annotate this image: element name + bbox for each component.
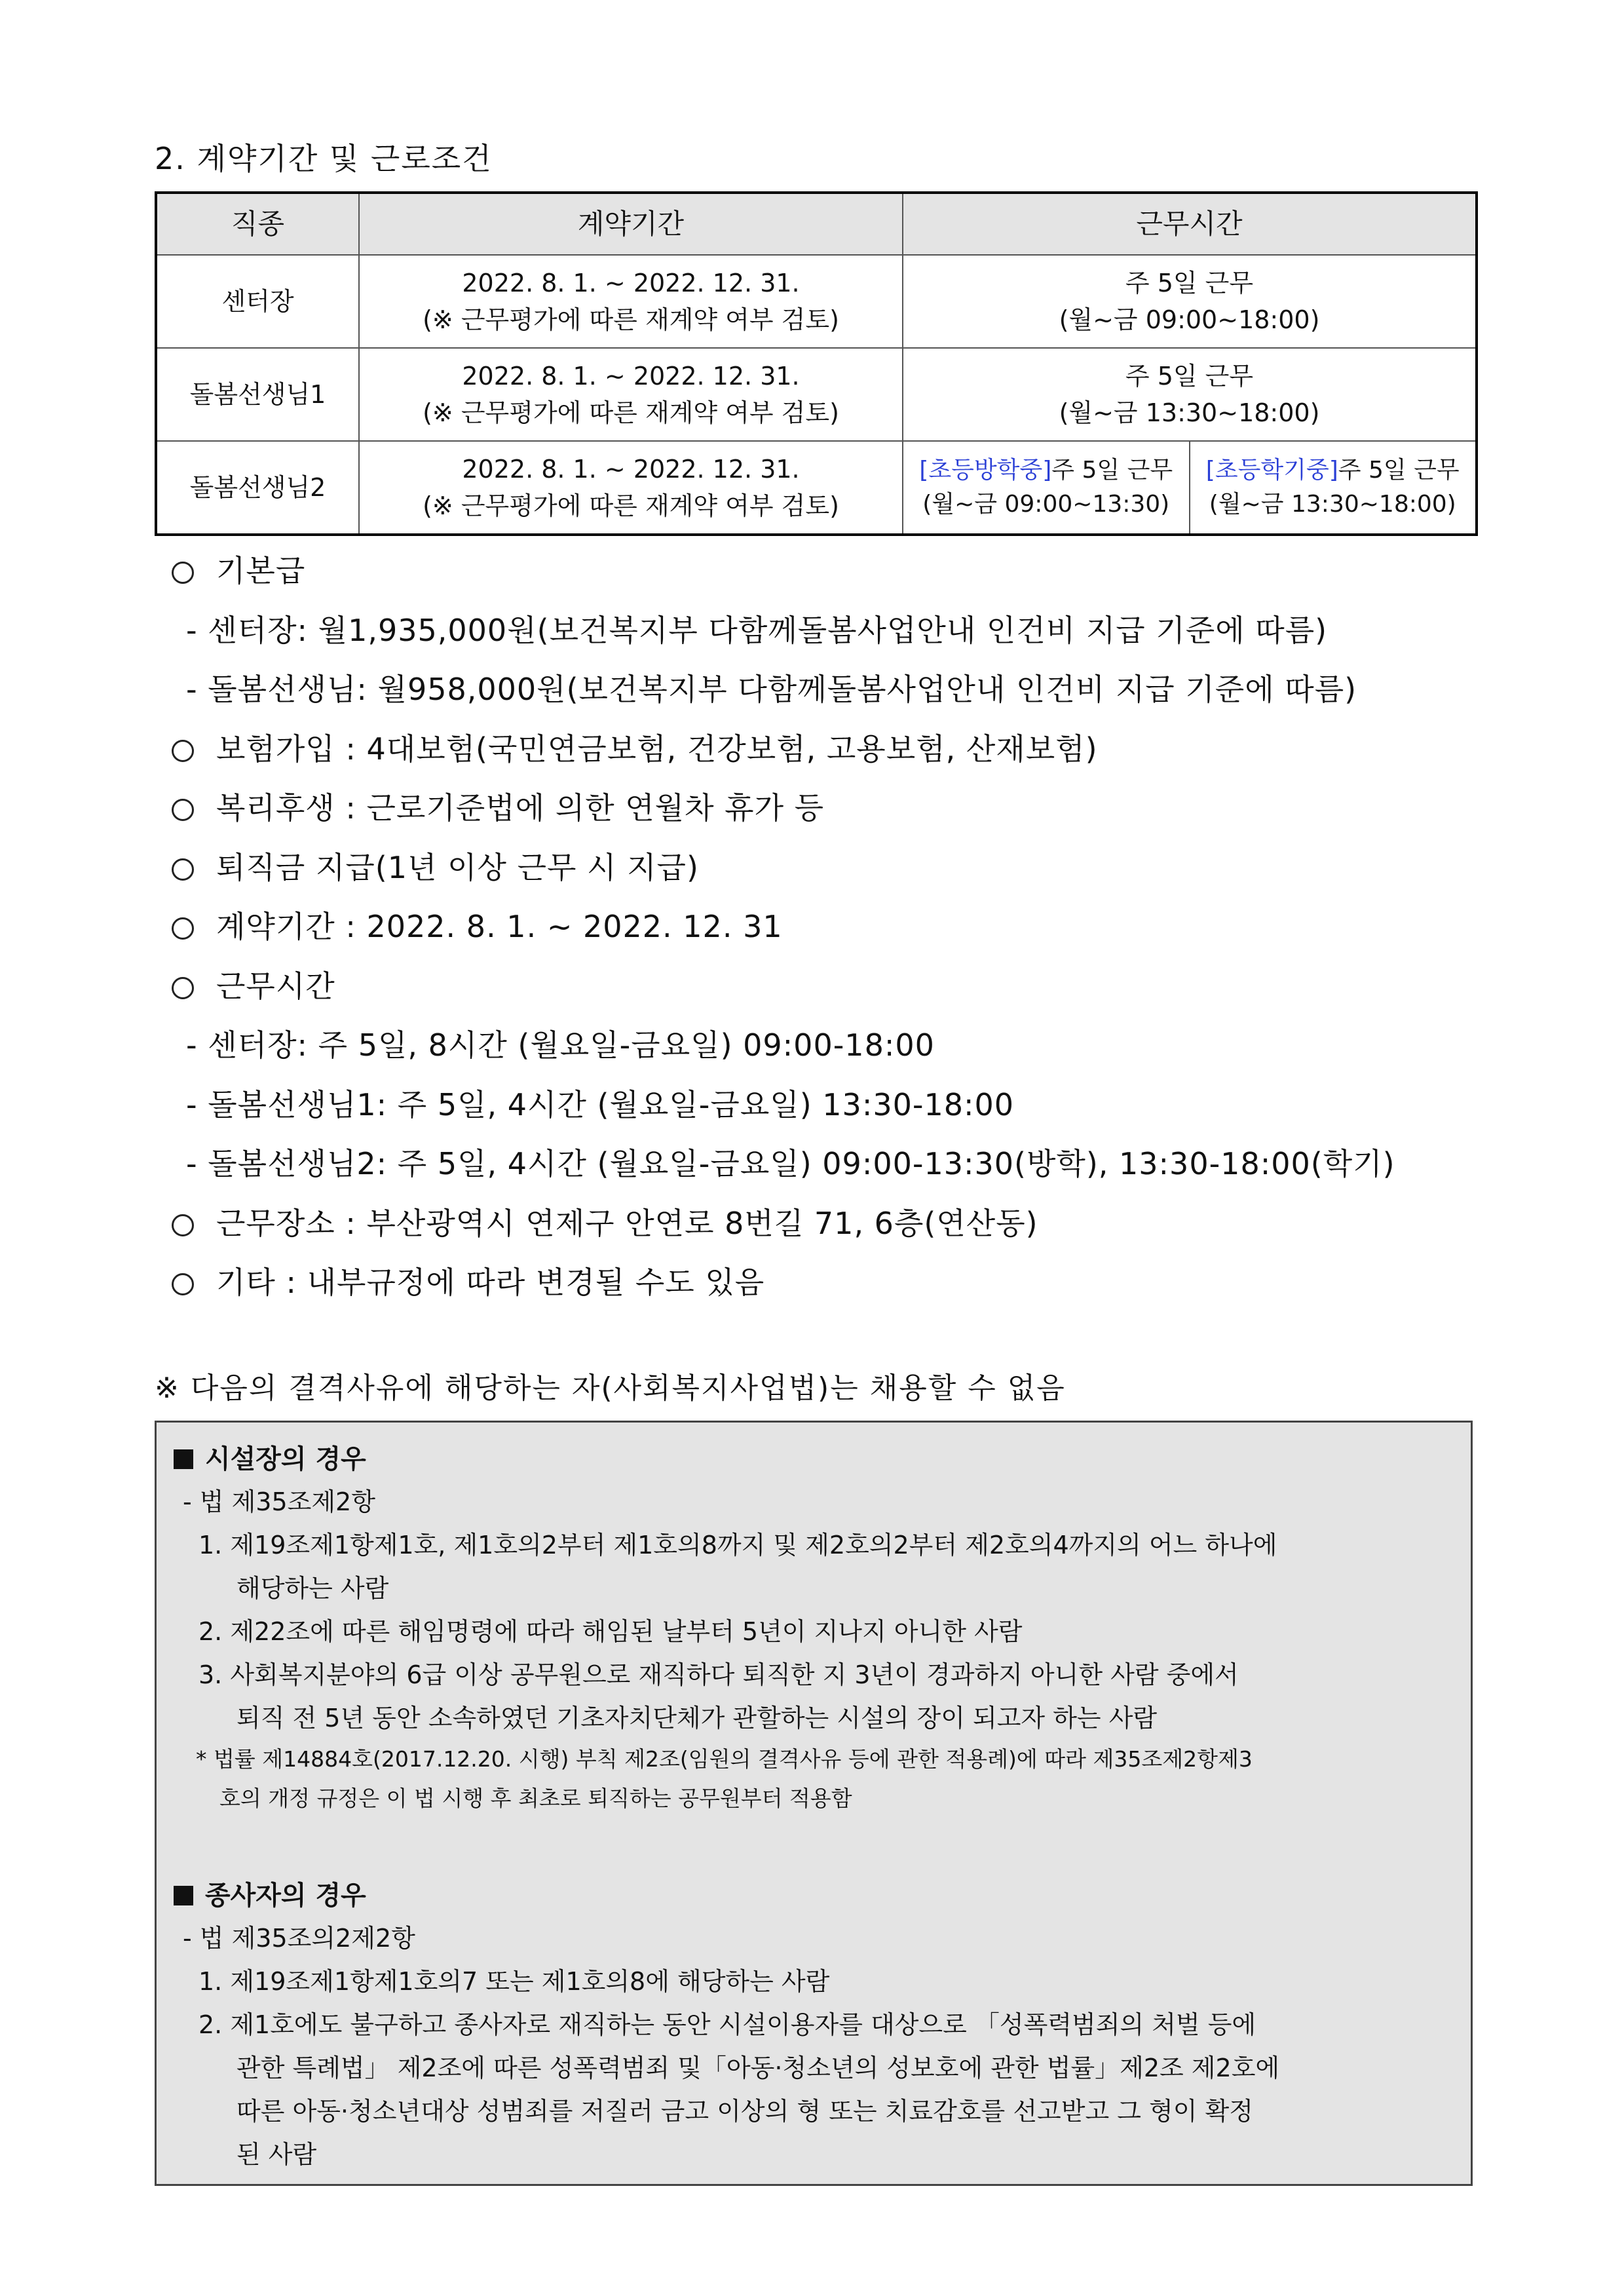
condition-item: [172, 778, 1395, 838]
condition-text: 근무장소 : 부산광역시 연제구 안연로 8번길 71, 6층(연산동): [216, 1205, 1038, 1241]
table-header-row: [156, 193, 1477, 255]
semester-tag: [초등학기중]: [1205, 457, 1338, 484]
period-note: (※ 근무평가에 따른 재계약 여부 검토): [423, 398, 839, 427]
header-job: 직종: [156, 193, 359, 255]
hours-range: (월~금 13:30~18:00): [1059, 398, 1320, 427]
disqualification-box: [155, 1421, 1473, 2186]
condition-item: [172, 1194, 1395, 1253]
table-row: [156, 348, 1477, 441]
conditions-list: [172, 541, 1395, 1312]
circle-bullet-icon: [172, 562, 194, 584]
vacation-line: 주 5일 근무: [1051, 457, 1173, 484]
condition-item: [172, 719, 1395, 779]
period-cell: [359, 441, 903, 535]
period-cell: [359, 348, 903, 441]
condition-detail: [172, 1016, 1395, 1075]
facility-item3: 3. 사회복지분야의 6급 이상 공무원으로 재직하다 퇴직한 지 3년이 경과하지 아니한 사람 중에서: [198, 1660, 1239, 1689]
condition-text: - 돌봄선생님: 월958,000원(보건복지부 다함께돌봄사업안내 인건비 지급 기준에 따름): [186, 672, 1357, 707]
condition-text: - 센터장: 월1,935,000원(보건복지부 다함께돌봄사업안내 인건비 지급 기준에 따름): [186, 612, 1328, 648]
facility-item3-cont: 퇴직 전 5년 동안 소속하였던 기초자치단체가 관할하는 시설의 장이 되고자 하는 사람: [236, 1704, 1158, 1732]
hours-cell: [903, 255, 1477, 348]
circle-bullet-icon: [172, 917, 194, 940]
hours-range: (월~금 09:00~18:00): [1059, 305, 1320, 334]
hours-line: 주 5일 근무: [1125, 362, 1254, 391]
condition-item: [172, 838, 1395, 898]
staff-title: 종사자의 경우: [205, 1881, 366, 1911]
facility-item2: 2. 제22조에 따른 해임명령에 따라 해임된 날부터 5년이 지나지 아니한 사람: [198, 1617, 1023, 1646]
period-cell: [359, 255, 903, 348]
circle-bullet-icon: [172, 1273, 194, 1295]
hours-line: 주 5일 근무: [1125, 269, 1254, 297]
period-line: 2022. 8. 1. ~ 2022. 12. 31.: [462, 269, 800, 297]
staff-item1: 1. 제19조제1항제1호의7 또는 제1호의8에 해당하는 사람: [198, 1967, 830, 1996]
header-hours: 근무시간: [903, 193, 1477, 255]
condition-text: 근무시간: [216, 968, 335, 1004]
period-line: 2022. 8. 1. ~ 2022. 12. 31.: [462, 455, 800, 484]
staff-item2: 2. 제1호에도 불구하고 종사자로 재직하는 동안 시설이용자를 대상으로 「성폭력범죄의 처벌 등에: [198, 2010, 1256, 2039]
period-note: (※ 근무평가에 따른 재계약 여부 검토): [423, 305, 839, 334]
facility-footnote: * 법률 제14884호(2017.12.20. 시행) 부칙 제2조(임원의 결격사유 등에 관한 적용례)에 따라 제35조제2항제3: [196, 1746, 1253, 1772]
job-cell: 센터장: [156, 255, 359, 348]
condition-text: 기본급: [216, 553, 306, 588]
circle-bullet-icon: [172, 858, 194, 881]
staff-item2-cont1: 관한 특례법」 제2조에 따른 성폭력범죄 및「아동·청소년의 성보호에 관한 법률」제2조 제2호에: [236, 2054, 1280, 2082]
staff-law: - 법 제35조의2제2항: [183, 1924, 415, 1953]
condition-detail: [172, 601, 1395, 660]
condition-text: - 돌봄선생님1: 주 5일, 4시간 (월요일-금요일) 13:30-18:00: [186, 1086, 1015, 1122]
condition-item: [172, 1253, 1395, 1312]
table-row: [156, 255, 1477, 348]
hours-cell: [903, 348, 1477, 441]
period-note: (※ 근무평가에 따른 재계약 여부 검토): [423, 491, 839, 520]
condition-text: - 돌봄선생님2: 주 5일, 4시간 (월요일-금요일) 09:00-13:30(방학), 13:30-18:00(학기): [186, 1146, 1395, 1181]
job-cell: 돌봄선생님1: [156, 348, 359, 441]
staff-item2-cont2: 따른 아동·청소년대상 성범죄를 저질러 금고 이상의 형 또는 치료감호를 선고받고 그 형이 확정: [236, 2097, 1253, 2126]
hours-cell-split: [903, 441, 1477, 535]
facility-footnote-cont: 호의 개정 규정은 이 법 시행 후 최초로 퇴직하는 공무원부터 적용함: [219, 1786, 852, 1811]
header-period: 계약기간: [359, 193, 903, 255]
staff-heading: [174, 1875, 366, 1912]
semester-line: 주 5일 근무: [1338, 457, 1460, 484]
facility-item1-cont: 해당하는 사람: [236, 1574, 389, 1603]
circle-bullet-icon: [172, 740, 194, 762]
condition-item: [172, 897, 1395, 957]
condition-item: [172, 957, 1395, 1016]
staff-item2-cont3: 된 사람: [236, 2140, 317, 2169]
table-row: [156, 441, 1477, 535]
vacation-range: (월~금 09:00~13:30): [922, 491, 1170, 518]
circle-bullet-icon: [172, 799, 194, 821]
condition-text: 복리후생 : 근로기준법에 의한 연월차 휴가 등: [216, 790, 825, 826]
job-cell: 돌봄선생님2: [156, 441, 359, 535]
condition-text: 퇴직금 지급(1년 이상 근무 시 지급): [216, 849, 699, 885]
condition-detail: [172, 660, 1395, 719]
circle-bullet-icon: [172, 1214, 194, 1236]
facility-head-heading: [174, 1438, 366, 1476]
facility-item1: 1. 제19조제1항제1호, 제1호의2부터 제1호의8까지 및 제2호의2부터 제2호의4까지의 어느 하나에: [198, 1531, 1277, 1559]
square-bullet-icon: [174, 1449, 193, 1469]
facility-head-title: 시설장의 경우: [205, 1444, 366, 1474]
condition-text: 기타 : 내부규정에 따라 변경될 수도 있음: [216, 1265, 765, 1300]
circle-bullet-icon: [172, 977, 194, 999]
condition-text: - 센터장: 주 5일, 8시간 (월요일-금요일) 09:00-18:00: [186, 1027, 935, 1063]
semester-hours: [1189, 442, 1476, 533]
condition-detail: [172, 1075, 1395, 1135]
condition-text: 계약기간 : 2022. 8. 1. ~ 2022. 12. 31: [216, 909, 783, 944]
square-bullet-icon: [174, 1886, 193, 1905]
semester-range: (월~금 13:30~18:00): [1209, 491, 1456, 518]
facility-law: - 법 제35조제2항: [183, 1487, 375, 1516]
vacation-hours: [903, 442, 1189, 533]
condition-detail: [172, 1134, 1395, 1194]
vacation-tag: [초등방학중]: [919, 457, 1052, 484]
condition-item: [172, 541, 1395, 601]
section-title: 2. 계약기간 및 근로조건: [155, 141, 493, 176]
condition-text: 보험가입 : 4대보험(국민연금보험, 건강보험, 고용보험, 산재보험): [216, 731, 1098, 767]
contract-table: [155, 191, 1478, 536]
disqualification-note: ※ 다음의 결격사유에 해당하는 자(사회복지사업법)는 채용할 수 없음: [155, 1371, 1066, 1405]
period-line: 2022. 8. 1. ~ 2022. 12. 31.: [462, 362, 800, 391]
